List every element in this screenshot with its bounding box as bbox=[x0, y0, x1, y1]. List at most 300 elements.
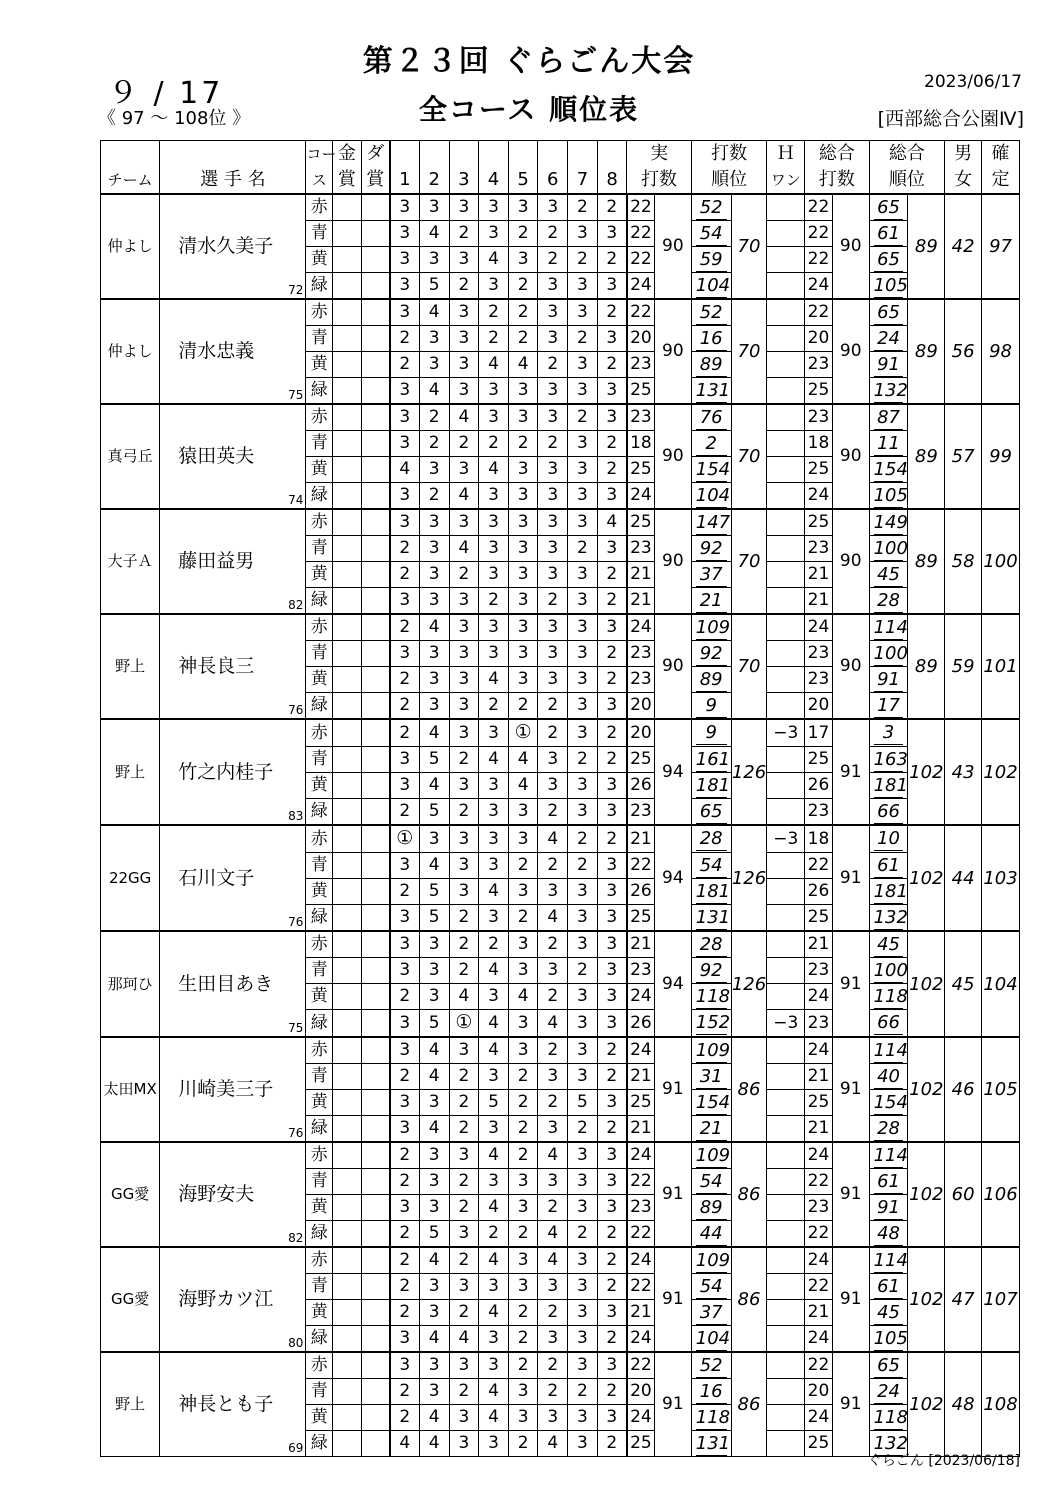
hole-score-value: 3 bbox=[577, 1407, 588, 1427]
hole-score bbox=[479, 562, 509, 588]
hole-score-value: 3 bbox=[488, 1276, 499, 1296]
course-total-rank bbox=[869, 326, 908, 352]
hole-score bbox=[419, 1064, 449, 1090]
hole-in-one bbox=[767, 1352, 805, 1379]
course-label: 黄 bbox=[306, 1300, 333, 1326]
gold-award bbox=[333, 853, 362, 879]
course-rank bbox=[691, 352, 731, 378]
gold-award bbox=[333, 1247, 362, 1274]
hole-score bbox=[419, 1405, 449, 1431]
hole-score bbox=[568, 1169, 598, 1195]
hole-score bbox=[419, 1116, 449, 1143]
col-final-top: 確 bbox=[982, 141, 1020, 168]
hole-score-value: 2 bbox=[606, 1040, 618, 1060]
overall-rank: 102 bbox=[908, 1247, 945, 1352]
hole-score-value: 4 bbox=[488, 1250, 499, 1270]
course-total-rank-value: 40 bbox=[874, 1066, 904, 1089]
hole-in-one bbox=[767, 1379, 805, 1405]
hole-score-value: 3 bbox=[547, 960, 559, 980]
col-total-top: 総合 bbox=[805, 141, 869, 168]
hole-score bbox=[479, 457, 509, 483]
hole-score bbox=[568, 825, 598, 853]
gold-award bbox=[333, 1352, 362, 1379]
gold-award bbox=[333, 719, 362, 747]
da-award bbox=[361, 931, 390, 958]
hole-score bbox=[479, 1274, 509, 1300]
course-total-rank bbox=[869, 404, 908, 431]
actual-strokes: 90 bbox=[654, 509, 691, 614]
course-total-rank-value: 114 bbox=[873, 1039, 908, 1061]
hole-score bbox=[538, 1379, 568, 1405]
hole-score-value: 3 bbox=[606, 881, 618, 901]
gold-award bbox=[333, 958, 362, 984]
gold-award bbox=[333, 1195, 362, 1221]
hole-score bbox=[508, 457, 538, 483]
hole-score bbox=[390, 431, 420, 457]
course-total-rank-value: 24 bbox=[874, 328, 904, 351]
hole-score bbox=[449, 588, 479, 615]
hole-score bbox=[568, 194, 598, 221]
da-award bbox=[361, 1352, 390, 1379]
hole-score bbox=[597, 1274, 627, 1300]
hole-score-value: 2 bbox=[399, 538, 411, 558]
hole-score bbox=[538, 931, 568, 958]
hole-score-value: 3 bbox=[606, 801, 618, 821]
da-award bbox=[361, 1300, 390, 1326]
hole-score bbox=[419, 773, 449, 799]
hole-score bbox=[568, 457, 598, 483]
gold-award bbox=[333, 1221, 362, 1248]
hole-score-value: 3 bbox=[458, 643, 470, 663]
course-subtotal: 24 bbox=[627, 984, 655, 1010]
hole-score-value: 2 bbox=[399, 564, 411, 584]
hole-score-value: 3 bbox=[517, 881, 529, 901]
col-course-top: コー bbox=[306, 141, 333, 168]
hole-score bbox=[390, 1195, 420, 1221]
hole-score bbox=[449, 1010, 479, 1038]
hole-score-value: 3 bbox=[458, 1433, 470, 1453]
course-total: 24 bbox=[805, 1247, 833, 1274]
course-rank bbox=[691, 562, 731, 588]
hole-score bbox=[597, 905, 627, 932]
hole-in-one bbox=[767, 958, 805, 984]
course-rank-value: 52 bbox=[696, 302, 727, 325]
hole-score bbox=[597, 1090, 627, 1116]
overall-rank: 102 bbox=[908, 1142, 945, 1247]
course-label: 赤 bbox=[306, 1352, 333, 1379]
hole-score-value: 3 bbox=[399, 1355, 411, 1375]
hole-score bbox=[597, 404, 627, 431]
course-total-rank bbox=[869, 247, 908, 273]
hole-score bbox=[508, 483, 538, 510]
hole-score-value: 3 bbox=[488, 855, 499, 875]
hole-score-value: 3 bbox=[458, 1276, 470, 1296]
hole-score bbox=[419, 667, 449, 693]
course-subtotal: 23 bbox=[627, 667, 655, 693]
hole-score bbox=[597, 958, 627, 984]
hole-score bbox=[449, 693, 479, 720]
da-award bbox=[361, 1431, 390, 1457]
hole-score bbox=[479, 247, 509, 273]
course-rank-value: 109 bbox=[695, 1249, 731, 1271]
hole-score-value: 2 bbox=[517, 1118, 529, 1138]
course-subtotal: 21 bbox=[627, 931, 655, 958]
col-hole-6: 6 bbox=[538, 167, 568, 194]
da-award bbox=[361, 773, 390, 799]
course-subtotal: 25 bbox=[627, 378, 655, 405]
hole-score-value: 3 bbox=[606, 855, 618, 875]
course-label: 赤 bbox=[306, 509, 333, 536]
hole-score-value: 3 bbox=[517, 801, 529, 821]
course-total-rank bbox=[869, 1379, 908, 1405]
hole-score-value: 3 bbox=[547, 1328, 559, 1348]
hole-score bbox=[449, 326, 479, 352]
hole-score-value: 4 bbox=[488, 249, 499, 269]
player-name-cell bbox=[160, 299, 306, 404]
hole-score bbox=[597, 747, 627, 773]
course-total-rank-value: 11 bbox=[874, 433, 904, 456]
course-total-rank bbox=[869, 221, 908, 247]
gender-rank: 56 bbox=[945, 299, 982, 404]
gender-rank: 45 bbox=[945, 931, 982, 1037]
course-label: 青 bbox=[306, 536, 333, 562]
hole-score bbox=[390, 221, 420, 247]
hole-score-value: 3 bbox=[488, 223, 499, 243]
overall-rank: 89 bbox=[908, 509, 945, 614]
hole-score-value: 2 bbox=[399, 801, 411, 821]
course-total: 24 bbox=[805, 614, 833, 641]
hole-score-value: 4 bbox=[488, 1407, 499, 1427]
hole-score-value: 3 bbox=[547, 881, 559, 901]
hole-score bbox=[538, 853, 568, 879]
hole-score-value: 3 bbox=[606, 1145, 618, 1165]
hole-score-value: 3 bbox=[428, 1355, 440, 1375]
hole-score-value: 3 bbox=[458, 197, 470, 217]
hole-score-value: 3 bbox=[488, 907, 499, 927]
hole-score-value: 3 bbox=[399, 1118, 411, 1138]
course-label: 緑 bbox=[306, 483, 333, 510]
course-rank bbox=[691, 247, 731, 273]
hole-score bbox=[538, 299, 568, 326]
hole-score bbox=[390, 352, 420, 378]
hole-score-value: 3 bbox=[428, 643, 440, 663]
hole-score-value: 3 bbox=[399, 1328, 411, 1348]
course-total-rank bbox=[869, 1010, 908, 1038]
hole-score-value: 3 bbox=[606, 960, 618, 980]
course-rank bbox=[691, 958, 731, 984]
hole-score bbox=[449, 719, 479, 747]
col-trank: 順位 bbox=[869, 167, 945, 194]
hole-score bbox=[538, 588, 568, 615]
course-rank-value: 131 bbox=[695, 906, 731, 928]
hole-score bbox=[597, 483, 627, 510]
hole-score bbox=[479, 693, 509, 720]
hole-score bbox=[568, 1195, 598, 1221]
da-award bbox=[361, 221, 390, 247]
hole-score-value: 4 bbox=[547, 1012, 559, 1033]
hole-score bbox=[390, 719, 420, 747]
hole-score bbox=[597, 1247, 627, 1274]
hole-score-value: 3 bbox=[488, 1066, 499, 1086]
hole-score-value: 2 bbox=[577, 1118, 588, 1138]
hole-score-value: 3 bbox=[577, 564, 588, 584]
course-rank-value: 2 bbox=[696, 433, 727, 456]
hole-score bbox=[390, 984, 420, 1010]
player-name-cell bbox=[160, 825, 306, 931]
course-label: 緑 bbox=[306, 273, 333, 300]
hole-score bbox=[449, 404, 479, 431]
course-total-rank-value: 65 bbox=[874, 249, 904, 272]
course-total: 22 bbox=[805, 853, 833, 879]
col-hole-1: 1 bbox=[390, 167, 420, 194]
hole-in-one bbox=[767, 747, 805, 773]
course-rank bbox=[691, 1064, 731, 1090]
hole-score-value: 5 bbox=[577, 1092, 588, 1112]
course-label: 青 bbox=[306, 853, 333, 879]
hole-score bbox=[479, 1195, 509, 1221]
player-name-cell bbox=[160, 1352, 306, 1457]
course-total: 23 bbox=[805, 641, 833, 667]
hole-score-value: 2 bbox=[606, 354, 618, 374]
hole-score-value: 3 bbox=[428, 1276, 440, 1296]
hole-score bbox=[419, 825, 449, 853]
hole-score bbox=[449, 1274, 479, 1300]
hole-score bbox=[508, 667, 538, 693]
hole-score-value: 3 bbox=[488, 801, 499, 821]
hole-score-value: 4 bbox=[488, 669, 499, 689]
hole-score bbox=[538, 1037, 568, 1064]
hole-score-value: 3 bbox=[547, 302, 559, 322]
course-label: 赤 bbox=[306, 719, 333, 747]
hole-score bbox=[390, 667, 420, 693]
hole-in-one bbox=[767, 1326, 805, 1353]
player-name: 藤田益男 bbox=[178, 550, 255, 572]
hole-score-value: 4 bbox=[428, 223, 440, 243]
hole-score bbox=[449, 221, 479, 247]
hole-score bbox=[508, 221, 538, 247]
hole-score-value: 3 bbox=[428, 512, 440, 532]
course-subtotal: 22 bbox=[627, 1169, 655, 1195]
course-total: 24 bbox=[805, 1326, 833, 1353]
hole-score bbox=[568, 1090, 598, 1116]
course-total: 21 bbox=[805, 1116, 833, 1143]
actual-strokes: 94 bbox=[654, 719, 691, 825]
course-total: 22 bbox=[805, 221, 833, 247]
hole-score bbox=[449, 273, 479, 300]
hole-score-value: 3 bbox=[428, 1302, 440, 1322]
actual-strokes: 94 bbox=[654, 931, 691, 1037]
actual-strokes: 90 bbox=[654, 404, 691, 509]
hole-score-value: ① bbox=[396, 827, 414, 849]
total-strokes: 90 bbox=[832, 404, 869, 509]
hole-score bbox=[449, 352, 479, 378]
hole-score bbox=[479, 483, 509, 510]
hole-score-value: 3 bbox=[458, 775, 470, 795]
hole-score bbox=[479, 1221, 509, 1248]
course-rank-value: 54 bbox=[696, 1171, 727, 1194]
course-rank bbox=[691, 326, 731, 352]
hole-score bbox=[390, 562, 420, 588]
hole-score bbox=[508, 562, 538, 588]
course-subtotal: 20 bbox=[627, 326, 655, 352]
gold-award bbox=[333, 1142, 362, 1169]
hole-score-value: 3 bbox=[428, 1171, 440, 1191]
da-award bbox=[361, 825, 390, 853]
hole-score-value: 2 bbox=[547, 695, 559, 715]
da-award bbox=[361, 588, 390, 615]
hole-score-value: 2 bbox=[606, 1433, 618, 1453]
player-age: 76 bbox=[288, 703, 304, 717]
course-rank-value: 118 bbox=[695, 985, 731, 1007]
hole-score bbox=[479, 958, 509, 984]
hole-score-value: 3 bbox=[577, 1066, 588, 1086]
course-total-rank-value: 105 bbox=[873, 274, 908, 296]
hole-score bbox=[508, 1379, 538, 1405]
hole-in-one bbox=[767, 984, 805, 1010]
hole-score-value: 3 bbox=[517, 617, 529, 637]
hole-score-value: 2 bbox=[577, 749, 588, 769]
hole-in-one bbox=[767, 536, 805, 562]
hole-score bbox=[568, 299, 598, 326]
course-total-rank-value: 87 bbox=[874, 407, 904, 430]
course-total-rank-value: 91 bbox=[874, 1197, 904, 1220]
hole-score bbox=[508, 1274, 538, 1300]
hole-score-value: 4 bbox=[458, 485, 470, 505]
hole-score-value: 2 bbox=[606, 1066, 618, 1086]
course-subtotal: 22 bbox=[627, 853, 655, 879]
course-subtotal: 23 bbox=[627, 958, 655, 984]
course-subtotal: 23 bbox=[627, 1195, 655, 1221]
course-rank-value: 109 bbox=[695, 616, 731, 638]
hole-score bbox=[597, 588, 627, 615]
hole-score bbox=[390, 1169, 420, 1195]
course-subtotal: 23 bbox=[627, 404, 655, 431]
gold-award bbox=[333, 799, 362, 826]
course-rank bbox=[691, 1169, 731, 1195]
hole-score-value: 5 bbox=[428, 881, 440, 901]
hole-score bbox=[538, 773, 568, 799]
hole-score bbox=[419, 1010, 449, 1038]
hole-score bbox=[538, 1247, 568, 1274]
course-label: 青 bbox=[306, 431, 333, 457]
hole-score-value: 2 bbox=[547, 986, 559, 1006]
course-rank bbox=[691, 1405, 731, 1431]
gold-award bbox=[333, 1379, 362, 1405]
hole-score-value: 3 bbox=[547, 1407, 559, 1427]
hole-score-value: 3 bbox=[399, 1012, 411, 1033]
hole-score-value: 4 bbox=[458, 538, 470, 558]
col-gold-top: 金 bbox=[333, 141, 362, 168]
course-subtotal: 26 bbox=[627, 773, 655, 799]
course-subtotal: 22 bbox=[627, 247, 655, 273]
hole-score bbox=[508, 588, 538, 615]
course-total-rank-value: 100 bbox=[873, 642, 908, 664]
hole-score bbox=[449, 509, 479, 536]
hole-score-value: 4 bbox=[488, 881, 499, 901]
hole-score bbox=[538, 1090, 568, 1116]
course-total-rank-value: 149 bbox=[873, 511, 908, 533]
hole-score-value: 3 bbox=[458, 1040, 470, 1060]
hole-score bbox=[538, 905, 568, 932]
col-hole-8: 8 bbox=[597, 167, 627, 194]
hole-score bbox=[390, 247, 420, 273]
player-name-cell bbox=[160, 719, 306, 825]
hole-score-value: 3 bbox=[517, 538, 529, 558]
hole-score bbox=[390, 1247, 420, 1274]
hole-score-value: 5 bbox=[428, 275, 440, 295]
hole-score bbox=[390, 457, 420, 483]
hole-score bbox=[597, 1326, 627, 1353]
hole-score-value: 3 bbox=[517, 1250, 529, 1270]
hole-score-value: 4 bbox=[428, 1040, 440, 1060]
course-rank-value: 109 bbox=[695, 1039, 731, 1061]
hole-score-value: 3 bbox=[606, 380, 618, 400]
hole-score-value: 2 bbox=[458, 960, 470, 980]
player-row bbox=[101, 931, 1020, 958]
hole-score-value: 2 bbox=[399, 695, 411, 715]
hole-score bbox=[449, 1090, 479, 1116]
hole-score-value: 2 bbox=[606, 590, 618, 610]
hole-score-value: 2 bbox=[488, 302, 499, 322]
hole-score-value: 3 bbox=[488, 275, 499, 295]
da-award bbox=[361, 1379, 390, 1405]
hole-score-value: 2 bbox=[606, 302, 618, 322]
hole-score-value: 3 bbox=[458, 1145, 470, 1165]
course-total-rank bbox=[869, 352, 908, 378]
player-team: 野上 bbox=[101, 1352, 160, 1457]
course-total-rank bbox=[869, 1116, 908, 1143]
course-subtotal: 22 bbox=[627, 1221, 655, 1248]
total-strokes: 91 bbox=[832, 1142, 869, 1247]
course-total-rank bbox=[869, 378, 908, 405]
gender-rank: 48 bbox=[945, 1352, 982, 1457]
hole-score-value: 3 bbox=[606, 1012, 618, 1033]
course-rank bbox=[691, 1431, 731, 1457]
col-sex: 女 bbox=[945, 167, 982, 194]
hole-in-one bbox=[767, 378, 805, 405]
course-total-rank-value: 118 bbox=[873, 985, 908, 1007]
header-row-1 bbox=[101, 141, 1020, 168]
hole-score bbox=[597, 352, 627, 378]
hole-score bbox=[538, 747, 568, 773]
player-name-cell bbox=[160, 1142, 306, 1247]
course-label: 緑 bbox=[306, 1010, 333, 1038]
hole-score-value: 2 bbox=[606, 433, 618, 453]
course-total-rank-value: 66 bbox=[874, 1012, 904, 1035]
course-rank bbox=[691, 1010, 731, 1038]
hole-score bbox=[479, 984, 509, 1010]
course-subtotal: 24 bbox=[627, 1326, 655, 1353]
hole-score-value: 3 bbox=[547, 197, 559, 217]
hole-score bbox=[390, 799, 420, 826]
hole-score bbox=[449, 853, 479, 879]
hole-score-value: 2 bbox=[606, 1276, 618, 1296]
hole-score-value: 3 bbox=[399, 1092, 411, 1112]
player-age: 72 bbox=[288, 283, 304, 297]
hole-score bbox=[479, 905, 509, 932]
hole-score-value: 3 bbox=[428, 538, 440, 558]
hole-score-value: 3 bbox=[547, 328, 559, 348]
hole-score-value: 3 bbox=[399, 1040, 411, 1060]
hole-score bbox=[479, 1064, 509, 1090]
hole-score bbox=[568, 905, 598, 932]
page-title: 第２３回 ぐらごん大会 bbox=[362, 44, 696, 79]
hole-score-value: 3 bbox=[517, 407, 529, 427]
course-total-rank bbox=[869, 1037, 908, 1064]
hole-score bbox=[508, 1247, 538, 1274]
da-award bbox=[361, 299, 390, 326]
player-name: 清水忠義 bbox=[178, 340, 255, 362]
